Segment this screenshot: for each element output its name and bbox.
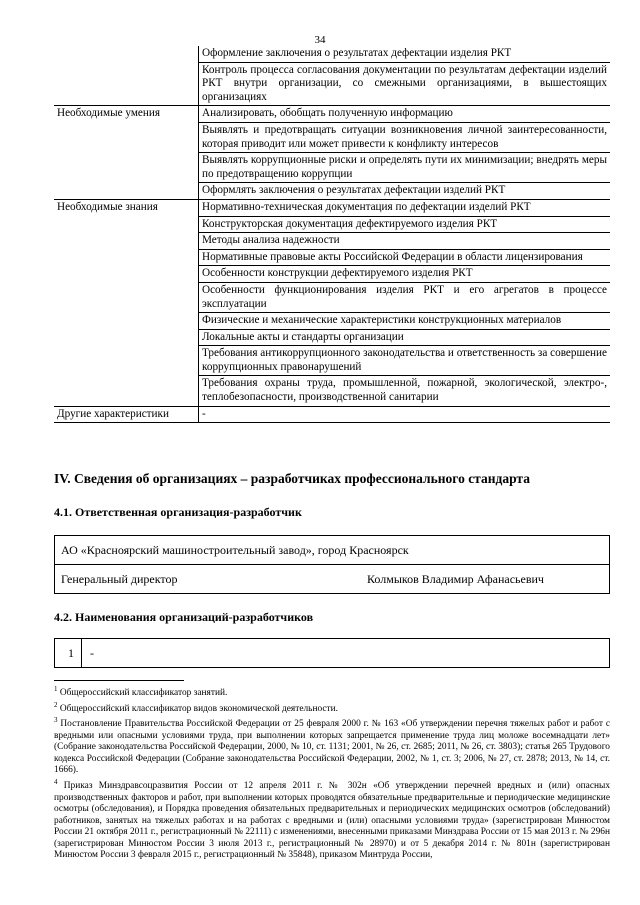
table-row [54,329,610,346]
footnote-4 [54,777,610,862]
table-cell-text: Оформлять заключения о результатах дефектации изделий РКТ [199,183,611,200]
signatory-name: Колмыков Владимир Афанасьевич [367,572,544,586]
table-cell-text: Нормативные правовые акты Российской Федерации в области лицензирования [199,249,611,266]
table-row [54,313,610,330]
footnote-marker: 3 [54,716,58,725]
qualification-table [54,46,610,423]
table-cell-label: Необходимые умения [54,106,199,123]
table-cell-text: Анализировать, обобщать полученную информацию [199,106,611,123]
table-cell-label [54,216,199,233]
table-cell-text: Локальные акты и стандарты организации [199,329,611,346]
table-cell-text: Оформление заключения о результатах дефектации изделия РКТ [199,46,611,62]
table-cell-label [54,249,199,266]
table-cell-label: Необходимые знания [54,199,199,216]
developer-name: - [90,646,94,660]
table-row [54,183,610,200]
footnote-marker: 1 [54,685,58,693]
table-row [54,249,610,266]
footnote-text: Постановление Правительства Российской Федерации от 25 февраля 2000 г. № 163 «Об утверждении перечня тяжелых работ и работ с вредными или опасными условиями труда, при выполнении которых запрещается применение труда лиц моложе восемнадцати лет» (Собрание законодательства Российской Федерации, 2000, № 10, ст. 1131; 2001, № 26, ст. 2685; 2011, № 26, ст. 3803); статья 265 Трудового кодекса Российской Федерации (Собрание законодательства Российской Федерации, 2002, № 1, ст. 3; 2006, № 27, ст. 2878; 2013, № 14, ст. 1666). [54,719,611,776]
table-cell-label [54,153,199,183]
table-cell-label [54,346,199,376]
table-cell-label [54,62,199,106]
signatory-row [55,564,609,593]
footnote-marker: 4 [54,777,58,786]
table-cell-text: Выявлять и предотвращать ситуации возникновения личной заинтересованности, которая приводит или может привести к конфликту интересов [199,122,611,152]
section-4-1-title: 4.1. Ответственная организация-разработчик [54,505,302,519]
organization-name: АО «Красноярский машиностроительный завод», город Красноярск [61,543,409,557]
table-cell-text: Конструкторская документация дефектируемого изделия РКТ [199,216,611,233]
footnote-text: Общероссийский классификатор занятий. [59,688,228,699]
table-cell-text: Контроль процесса согласования документации по результатам дефектации изделий РКТ внутри организации, со смежными организациями, в вышестоящих организациях [199,62,611,106]
table-cell-text: Требования антикоррупционного законодательства и ответственность за совершение коррупционных правонарушений [199,346,611,376]
table-row [54,106,610,123]
table-cell-label [54,183,199,200]
table-cell-text: Нормативно-техническая документация по дефектации изделий РКТ [199,199,611,216]
table-cell-text: - [199,406,611,423]
developer-organizations-box [54,638,610,668]
table-cell-text: Требования охраны труда, промышленной, пожарной, экологической, электро-, теплобезопасности, производственной санитарии [199,376,611,406]
developer-number: 1 [61,639,82,667]
table-cell-label [54,233,199,250]
table-row [54,282,610,312]
page-number: 34 [314,34,326,46]
table-row [54,216,610,233]
footnote-text: Общероссийский классификатор видов экономической деятельности. [59,703,339,714]
signatory-position: Генеральный директор [61,572,178,586]
organization-name-row [55,536,609,564]
table-row [54,122,610,152]
table-cell-text: Методы анализа надежности [199,233,611,250]
responsible-organization-box [54,535,610,594]
section-iv-title: IV. Сведения об организациях – разработчиках профессионального стандарта [54,471,530,486]
table-row [54,199,610,216]
table-cell-label [54,313,199,330]
table-cell-label [54,282,199,312]
table-cell-text: Особенности функционирования изделия РКТ и его агрегатов в процессе эксплуатации [199,282,611,312]
footnote-text: Приказ Минздравсоцразвития России от 12 апреля 2011 г. № 302н «Об утверждении перечней вредных и (или) опасных производственных факторов и работ, при выполнении которых проводятся обязательные предварительные и периодические медицинские осмотры (обследования), и Порядка проведения обязательных предварительных и периодических медицинских осмотров (обследований) работников, занятых на тяжелых работах и на работах с вредными и (или) опасными условиями труда» (зарегистрирован Минюстом России 21 октября 2011 г., регистрационный № 22111) с изменениями, внесенными приказами Минздрава России от 15 мая 2013 г. № 296н (зарегистрирован Минюстом России 3 июля 2013 г., регистрационный № 28970) и от 5 декабря 2014 г. № 801н (зарегистрирован Минюстом России 3 февраля 2015 г., регистрационный № 35848), приказом Минтруда России, [54,781,611,860]
footnote-2 [54,700,610,716]
table-row [54,153,610,183]
footnote-divider [54,680,184,681]
table-cell-label [54,376,199,406]
footnote-marker: 2 [54,700,58,709]
footnote-1 [54,684,610,700]
table-row [54,346,610,376]
table-cell-text: Особенности конструкции дефектируемого изделия РКТ [199,266,611,283]
footnotes [54,684,610,862]
footnote-3 [54,715,610,777]
section-4-2-title: 4.2. Наименования организаций-разработчиков [54,610,314,624]
developer-row [55,639,609,667]
table-cell-label [54,46,199,62]
table-row [54,233,610,250]
table-row [54,46,610,62]
table-cell-label: Другие характеристики [54,406,199,423]
table-row [54,376,610,406]
table-cell-label [54,329,199,346]
table-row [54,266,610,283]
table-row [54,62,610,106]
table-row [54,406,610,423]
table-cell-text: Выявлять коррупционные риски и определять пути их минимизации; внедрять меры по предотвращению коррупции [199,153,611,183]
table-cell-label [54,266,199,283]
table-cell-text: Физические и механические характеристики конструкционных материалов [199,313,611,330]
table-cell-label [54,122,199,152]
